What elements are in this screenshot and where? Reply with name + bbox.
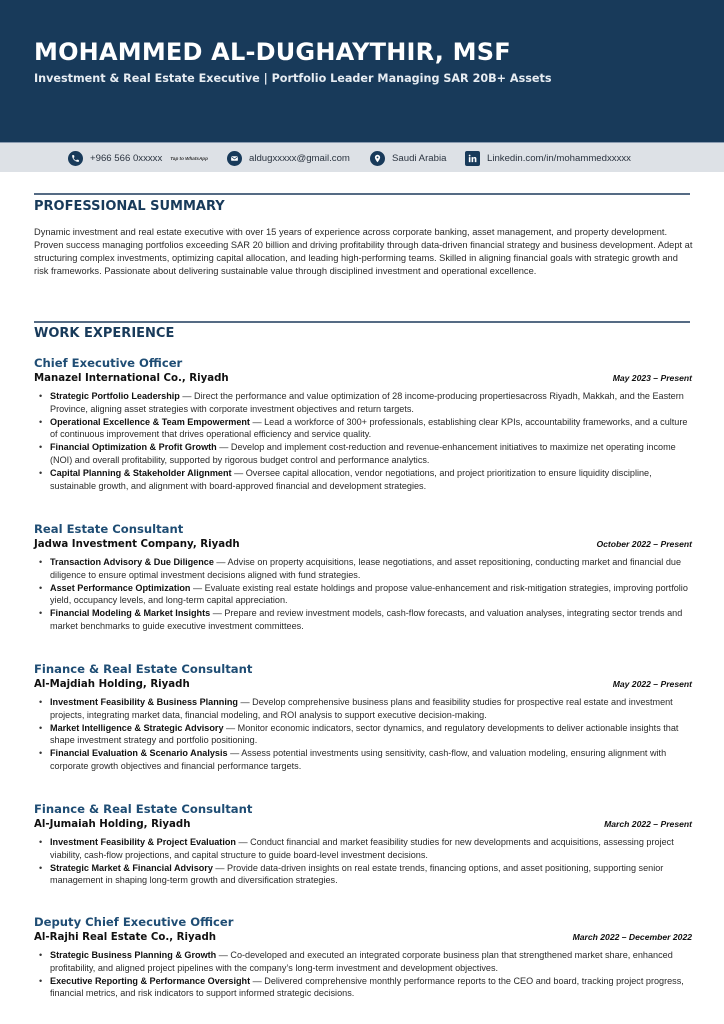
job-title: Deputy Chief Executive Officer	[34, 915, 234, 929]
bullet-item	[50, 949, 692, 975]
bullet-lead: Investment Feasibility & Business Planning	[50, 697, 238, 707]
job-dates: March 2022 – Present	[604, 819, 692, 829]
bullet-text: — Assess potential investments using sensitivity, cash-flow, and valuation modeling, ensuring alignment with corporate growth objectives and financial performance targets.	[50, 748, 667, 771]
bullet-text: — Develop comprehensive business plans and feasibility studies for prospective real estate and investment projects, integrating market data, financial modeling, and ROI analysis to support executive decision-making.	[50, 697, 673, 720]
bullet-item	[50, 416, 692, 442]
job-entry	[34, 355, 692, 492]
summary-heading: PROFESSIONAL SUMMARY	[34, 199, 225, 214]
bullet-text: — Provide data-driven insights on real estate trends, financing options, and asset positioning, supporting senior management in shaping long-term growth and diversification strategies.	[50, 862, 664, 886]
job-entry	[34, 521, 692, 633]
bullet-text: — Advise on property acquisitions, lease negotiations, and asset repositioning, conducting market and financial due diligence to ensure optimal investment decisions aligned with fund strategies.	[50, 557, 682, 580]
contact-bar	[0, 142, 724, 172]
company-name: Manazel International Co., Riyadh	[34, 373, 229, 384]
bullet-item	[50, 747, 692, 773]
contact-location	[370, 150, 446, 166]
bullet-lead: Financial Modeling & Market Insights	[50, 608, 211, 619]
job-dates: May 2023 – Present	[612, 373, 692, 383]
job-entry	[34, 661, 692, 773]
job-title: Real Estate Consultant	[34, 522, 184, 536]
section-divider	[34, 321, 690, 323]
bullet-text: — Develop and implement cost-reduction and revenue-enhancement initiatives to maximize net operating income (NOI) and overall profitability, supported by rigorous budget control and performance analytics.	[50, 442, 676, 465]
bullet-text: — Co-developed and executed an integrated corporate business plan that strengthened market share, enhanced profitability, and aligned project pipelines with the company’s long-term investment and development objectives.	[50, 950, 673, 973]
bullet-item	[50, 556, 692, 582]
candidate-headline: Investment & Real Estate Executive | Portfolio Leader Managing SAR 20B+ Assets	[34, 72, 552, 85]
bullet-text: — Oversee capital allocation, vendor negotiations, and project prioritization to ensure liquidity discipline, sustainable growth, and alignment with board-approved financial and development strategies.	[50, 467, 652, 491]
location-pin-icon	[370, 151, 385, 166]
bullet-lead: Strategic Portfolio Leadership	[50, 391, 180, 401]
bullet-text: — Lead a workforce of 300+ professionals, establishing clear KPIs, accountability frameworks, and a culture of continuous improvement that drives operational efficiency and service quality.	[50, 416, 688, 440]
job-dates: March 2022 – December 2022	[572, 932, 692, 942]
bullet-lead: Operational Excellence & Team Empowerment	[50, 416, 250, 427]
bullet-item	[50, 582, 692, 608]
job-dates: May 2022 – Present	[612, 679, 692, 689]
bullet-item	[50, 467, 692, 493]
bullet-text: — Delivered comprehensive monthly performance reports to the CEO and board, tracking project progress, financial metrics, and risk indicators to support informed strategic decisions.	[50, 975, 684, 999]
linkedin-url[interactable]: Linkedin.com/in/mohammedxxxxx	[487, 152, 631, 164]
bullet-text: — Direct the performance and value optimization of 28 income-producing propertiesacross Riyadh, Makkah, and the Eastern Province, aligning asset strategies with corporate investment objectives and return targets.	[50, 391, 684, 414]
bullet-lead: Financial Optimization & Profit Growth	[50, 442, 217, 453]
job-dates: October 2022 – Present	[596, 539, 692, 549]
job-bullets	[34, 696, 692, 773]
bullet-item	[50, 836, 692, 862]
job-bullets	[34, 390, 692, 492]
location-text: Saudi Arabia	[392, 152, 447, 164]
contact-email[interactable]	[227, 150, 350, 166]
bullet-lead: Transaction Advisory & Due Diligence	[50, 557, 214, 567]
email-address[interactable]: aldugxxxxx@gmail.com	[249, 152, 350, 164]
section-divider	[34, 193, 690, 195]
company-name: Jadwa Investment Company, Riyadh	[34, 539, 240, 550]
bullet-text: — Conduct financial and market feasibility studies for new developments and acquisitions, assessing project viability, cash-flow projections, and capital structure to guide board-level investment decisions.	[50, 837, 674, 860]
bullet-lead: Capital Planning & Stakeholder Alignment	[50, 467, 232, 478]
job-bullets	[34, 556, 692, 633]
resume-header	[0, 0, 724, 142]
bullet-text: — Evaluate existing real estate holdings and propose value-enhancement and risk-mitigation strategies, improving portfolio yield, occupancy levels, and long-term capital appreciation.	[50, 582, 688, 606]
bullet-item	[50, 862, 692, 888]
job-title: Finance & Real Estate Consultant	[34, 802, 253, 816]
experience-heading: WORK EXPERIENCE	[34, 326, 175, 341]
bullet-lead: Investment Feasibility & Project Evaluation	[50, 837, 236, 847]
bullet-text: — Monitor economic indicators, sector dynamics, and regulatory developments to deliver actionable insights that shape investment strategy and portfolio positioning.	[50, 722, 679, 746]
candidate-name: MOHAMMED AL-DUGHAYTHIR, MSF	[34, 38, 511, 66]
bullet-lead: Asset Performance Optimization	[50, 582, 191, 593]
bullet-item	[50, 607, 692, 633]
bullet-item	[50, 696, 692, 722]
bullet-lead: Financial Evaluation & Scenario Analysis	[50, 748, 228, 759]
bullet-item	[50, 441, 692, 467]
bullet-item	[50, 722, 692, 748]
summary-text: Dynamic investment and real estate executive with over 15 years of experience across corporate banking, asset management, and property development. Proven success managing portfolios exceeding SAR 20 billion and driving profitability through data-driven financial strategy and business development. Adept at structuring complex investments, optimizing capital allocation, and leading high-performing teams. Skilled in aligning financial goals with strategic growth and risk frameworks. Passionate about delivering sustainable value through disciplined investment and operational excellence.	[34, 227, 693, 277]
company-name: Al-Majdiah Holding, Riyadh	[34, 679, 190, 690]
job-bullets	[34, 836, 692, 887]
email-icon	[227, 151, 242, 166]
linkedin-icon	[465, 151, 480, 166]
contact-linkedin[interactable]	[465, 150, 631, 166]
bullet-lead: Market Intelligence & Strategic Advisory	[50, 722, 224, 733]
job-entry	[34, 914, 692, 1000]
job-bullets	[34, 949, 692, 1000]
job-title: Finance & Real Estate Consultant	[34, 662, 253, 676]
whatsapp-link[interactable]: Tap to WhatsApp	[170, 155, 208, 161]
bullet-lead: Strategic Market & Financial Advisory	[50, 862, 213, 873]
contact-phone[interactable]	[68, 150, 208, 166]
phone-icon	[68, 151, 83, 166]
company-name: Al-Rajhi Real Estate Co., Riyadh	[34, 932, 217, 943]
company-name: Al-Jumaiah Holding, Riyadh	[34, 819, 191, 830]
bullet-lead: Executive Reporting & Performance Oversight	[50, 975, 251, 986]
phone-number[interactable]: +966 566 0xxxxx	[90, 152, 163, 164]
bullet-item	[50, 390, 692, 416]
job-entry	[34, 801, 692, 887]
bullet-item	[50, 975, 692, 1001]
bullet-text: — Prepare and review investment models, cash-flow forecasts, and valuation analyses, integrating sector trends and market benchmarks to guide executive investment committees.	[50, 608, 683, 631]
job-title: Chief Executive Officer	[34, 356, 183, 370]
bullet-lead: Strategic Business Planning & Growth	[50, 950, 217, 960]
